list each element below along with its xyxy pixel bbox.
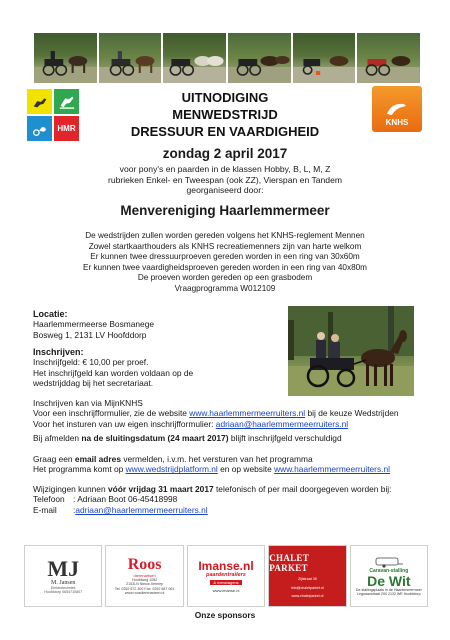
fee-line: Het inschrijfgeld kan worden voldaan op de — [33, 367, 194, 378]
dewit-tagline: De stallingsplaats in de Haarlemmermeer — [355, 587, 422, 592]
email-link[interactable]: adriaan@haarlemmermeerruiters.nl — [215, 418, 349, 429]
event-date: zondag 2 april 2017 — [162, 146, 288, 161]
rules-line: Vraagprogramma W012109 — [174, 283, 276, 293]
roos-logo: Roos — [127, 555, 162, 573]
changes-deadline: vóór vrijdag 31 maart 2017 — [107, 484, 214, 494]
title-line-1: UITNODIGING — [181, 90, 269, 105]
rules-text — [0, 231, 450, 295]
email-row — [33, 505, 433, 515]
sponsor-bar — [24, 545, 428, 607]
registration-text: bij de keuze Wedstrijden — [305, 408, 399, 419]
dewit-top: Caravan-stalling — [369, 567, 409, 574]
rules-line: Er kunnen twee vaardigheidsproeven gereden worden in een ring van 40x80m — [82, 262, 368, 272]
program-notice — [33, 454, 433, 475]
email-emphasis: email adres — [74, 454, 121, 464]
program-text: vermelden, i.v.m. het versturen van het programma — [121, 454, 313, 464]
program-line-1 — [33, 454, 433, 464]
sponsor-roos[interactable] — [105, 545, 183, 607]
rules-line: De wedstrijden zullen worden gereden volgens het KNHS-reglement Mennen — [85, 231, 365, 240]
wedstrijdplatform-link[interactable]: www.wedstrijdplatform.nl — [125, 464, 218, 475]
chalet-address: Zijlstraat 35 — [298, 577, 317, 582]
carriage-photo-6 — [357, 33, 420, 83]
carriage-photo-main — [288, 306, 414, 396]
sponsor-mjansen[interactable] — [24, 545, 102, 607]
program-text: Het programma komt op — [33, 464, 126, 475]
fee-line: Inschrijfgeld: € 10,00 per proef. — [33, 357, 149, 368]
contact-email-link[interactable]: adriaan@haarlemmermeerruiters.nl — [75, 504, 208, 515]
chalet-url: www.chaletparket.nl — [291, 594, 324, 599]
chalet-logo: CHALET PARKET — [269, 553, 309, 574]
carriage-photo-1 — [34, 33, 97, 83]
title-block — [90, 89, 360, 140]
registration-text: Voor een inschrijfformulier, zie de website — [33, 408, 190, 419]
event-description-line: rubrieken Enkel- en Tweespan (ook ZZ), Vierspan en Tandem — [107, 174, 343, 185]
roos-phone: Tel: 0252 672 300 Fax: 0252 687 061 — [114, 586, 175, 591]
location-line: Bosweg 1, 2131 LV Hoofddorp — [33, 329, 147, 340]
phone-value: : Adriaan Boot 06-45418998 — [73, 494, 178, 505]
fee-section — [33, 347, 273, 389]
title-line-3: DRESSUUR EN VAARDIGHEID — [130, 124, 320, 139]
changes-text: Wijzigingen kunnen — [33, 484, 108, 494]
mj-sub: Elektrotechniek — [50, 586, 76, 590]
website-link[interactable]: www.haarlemmermeerruiters.nl — [189, 408, 306, 419]
fee-line: wedstrijddag bij het secretariaat. — [33, 378, 154, 389]
event-description-line: georganiseerd door: — [186, 185, 264, 195]
registration-section — [33, 398, 433, 429]
dressage-icon — [27, 89, 52, 114]
rules-line: Er kunnen twee dressuurproeven gereden worden in een ring van 30x60m — [90, 252, 360, 262]
fee-heading: Inschrijven: — [33, 347, 84, 357]
changes-text: telefonisch of per mail doorgegeven worden bij: — [213, 484, 392, 494]
location-line: Haarlemmermeerse Bosmanege — [33, 319, 155, 330]
phone-row — [33, 494, 433, 504]
imanse-sub: paardentrailers — [206, 571, 246, 578]
dewit-logo: De Wit — [367, 572, 411, 589]
changes-line — [33, 484, 433, 494]
registration-text: Voor het insturen van uw eigen inschrijfformulier: — [33, 418, 216, 429]
cancellation-text: blijft inschrijfgeld verschuldigd — [228, 433, 342, 443]
jumping-icon — [54, 89, 79, 114]
header-photo-strip — [34, 33, 420, 83]
hmr-logo: HMR — [54, 116, 79, 141]
email-label: E-mail — [33, 504, 57, 515]
phone-label: Telefoon — [33, 494, 65, 505]
roos-address: 2153LN Nieuw-Vennep — [126, 582, 164, 587]
event-description — [0, 164, 450, 196]
cancellation-text: Bij afmelden — [33, 433, 82, 443]
email-separator: : — [73, 504, 76, 515]
carriage-photo-4 — [228, 33, 291, 83]
organizer-name: Menvereniging Haarlemmermeer — [120, 203, 330, 218]
sponsor-dewit[interactable] — [350, 545, 428, 607]
mj-logo: MJ — [47, 556, 80, 581]
program-text: Graag een — [33, 454, 75, 464]
roos-sub: dierenartsen — [133, 572, 156, 578]
sponsor-chalet-parket[interactable] — [268, 545, 346, 607]
carriage-photo-3 — [163, 33, 226, 83]
title-line-2: MENWEDSTRIJD — [172, 107, 278, 122]
roos-url: www.roosdierenartsen.nl — [124, 590, 165, 595]
roos-address: Hoofdweg 1082 — [132, 577, 158, 582]
location-section — [33, 309, 263, 340]
imanse-url: www.imanse.nl — [212, 587, 240, 593]
rules-line: De proeven worden gereden op een grasbodem — [137, 273, 313, 283]
program-line-2 — [33, 464, 433, 474]
imanse-bar: & menwagens — [210, 580, 241, 585]
location-heading: Locatie: — [33, 309, 68, 319]
discipline-logos — [27, 89, 79, 141]
sponsor-imanse[interactable] — [187, 545, 265, 607]
caravan-icon — [374, 556, 404, 568]
sponsors-label: Onze sponsors — [194, 610, 256, 620]
closing-date: na de sluitingsdatum (24 maart 2017) — [81, 433, 229, 443]
driving-icon — [27, 116, 52, 141]
website-link[interactable]: www.haarlemmermeerruiters.nl — [274, 464, 391, 475]
registration-line-3 — [33, 419, 433, 429]
carriage-photo-5 — [293, 33, 356, 83]
program-text: en op website — [217, 464, 275, 475]
carriage-photo-2 — [99, 33, 162, 83]
mj-name: M. Jansen — [51, 580, 76, 586]
knhs-logo-text: KNHS — [385, 118, 409, 127]
changes-notice — [33, 484, 433, 515]
registration-line-2 — [33, 408, 433, 418]
imanse-logo: Imanse.nl — [198, 558, 254, 573]
mj-sub: Hoofddorp 0654710807 — [44, 590, 83, 594]
registration-line-1: Inschrijven kan via MijnKNHS — [33, 398, 143, 408]
knhs-horse-icon — [384, 100, 410, 118]
chalet-email: info@chaletparket.nl — [291, 585, 324, 590]
cancellation-notice — [33, 433, 433, 443]
dewit-address: Leguaanstraat 200 2132 WE Hoofddorp — [357, 592, 421, 596]
knhs-logo — [372, 86, 422, 132]
rules-line: Zowel startkaarthouders als KNHS recreatiemenners zijn van harte welkom — [88, 241, 362, 251]
event-description-line: voor pony's en paarden in de klassen Hobby, B, L, M, Z — [119, 164, 331, 174]
